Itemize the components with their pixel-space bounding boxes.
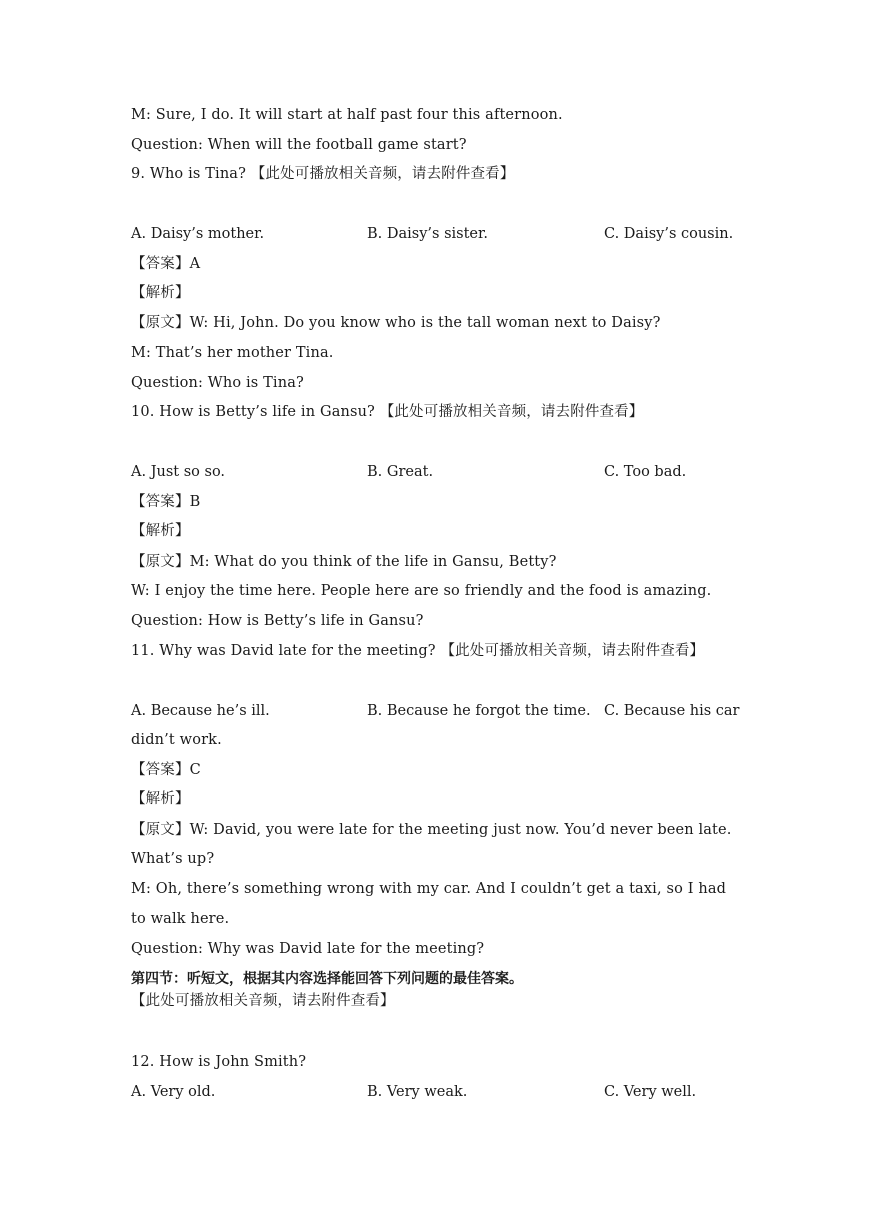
question-line: Question: Who is Tina? bbox=[131, 375, 304, 391]
q11-option-b: B. Because he forgot the time. bbox=[367, 703, 591, 719]
q11-option-c: C. Because his car bbox=[604, 703, 740, 719]
question-11: 11. Why was David late for the meeting? 【此处可播放相关音频，请去附件查看】 bbox=[131, 643, 705, 659]
section-4-audio-note: 【此处可播放相关音频，请去附件查看】 bbox=[131, 993, 395, 1009]
question-line: Question: How is Betty’s life in Gansu? bbox=[131, 613, 424, 629]
q10-option-b: B. Great. bbox=[367, 464, 434, 480]
section-4-title: 第四节：听短文，根据其内容选择能回答下列问题的最佳答案。 bbox=[131, 971, 523, 987]
q10-option-a: A. Just so so. bbox=[131, 464, 226, 480]
q10-original-text: 【原文】M: What do you think of the life in Gansu, Betty? bbox=[131, 554, 557, 570]
q11-option-a: A. Because he’s ill. bbox=[131, 703, 270, 719]
q11-analysis: 【解析】 bbox=[131, 791, 190, 807]
q10-answer: 【答案】B bbox=[131, 494, 201, 510]
q10-analysis: 【解析】 bbox=[131, 523, 190, 539]
q9-option-b: B. Daisy’s sister. bbox=[367, 226, 488, 242]
q9-analysis: 【解析】 bbox=[131, 285, 190, 301]
question-line: Question: Why was David late for the meeting? bbox=[131, 941, 485, 957]
q12-option-a: A. Very old. bbox=[131, 1084, 216, 1100]
q11-original-text-continued: What’s up? bbox=[131, 851, 215, 867]
q11-option-c-continued: didn’t work. bbox=[131, 732, 222, 748]
dialogue-line: M: Oh, there’s something wrong with my car. And I couldn’t get a taxi, so I had bbox=[131, 881, 727, 897]
q12-option-c: C. Very well. bbox=[604, 1084, 697, 1100]
dialogue-line: M: Sure, I do. It will start at half past four this afternoon. bbox=[131, 107, 563, 123]
dialogue-line: M: That’s her mother Tina. bbox=[131, 345, 334, 361]
q11-answer: 【答案】C bbox=[131, 762, 201, 778]
q9-original-text: 【原文】W: Hi, John. Do you know who is the tall woman next to Daisy? bbox=[131, 315, 661, 331]
q9-option-c: C. Daisy’s cousin. bbox=[604, 226, 734, 242]
q11-original-text: 【原文】W: David, you were late for the meeting just now. You’d never been late. bbox=[131, 822, 732, 838]
q12-option-b: B. Very weak. bbox=[367, 1084, 468, 1100]
dialogue-line-continued: to walk here. bbox=[131, 911, 230, 927]
question-9: 9. Who is Tina? 【此处可播放相关音频，请去附件查看】 bbox=[131, 166, 515, 182]
question-10: 10. How is Betty’s life in Gansu? 【此处可播放相关音频，请去附件查看】 bbox=[131, 404, 644, 420]
q9-option-a: A. Daisy’s mother. bbox=[131, 226, 265, 242]
q10-option-c: C. Too bad. bbox=[604, 464, 687, 480]
dialogue-line: W: I enjoy the time here. People here are so friendly and the food is amazing. bbox=[131, 583, 712, 599]
q9-answer: 【答案】A bbox=[131, 256, 201, 272]
question-12: 12. How is John Smith? bbox=[131, 1054, 307, 1070]
question-line: Question: When will the football game start? bbox=[131, 137, 467, 153]
